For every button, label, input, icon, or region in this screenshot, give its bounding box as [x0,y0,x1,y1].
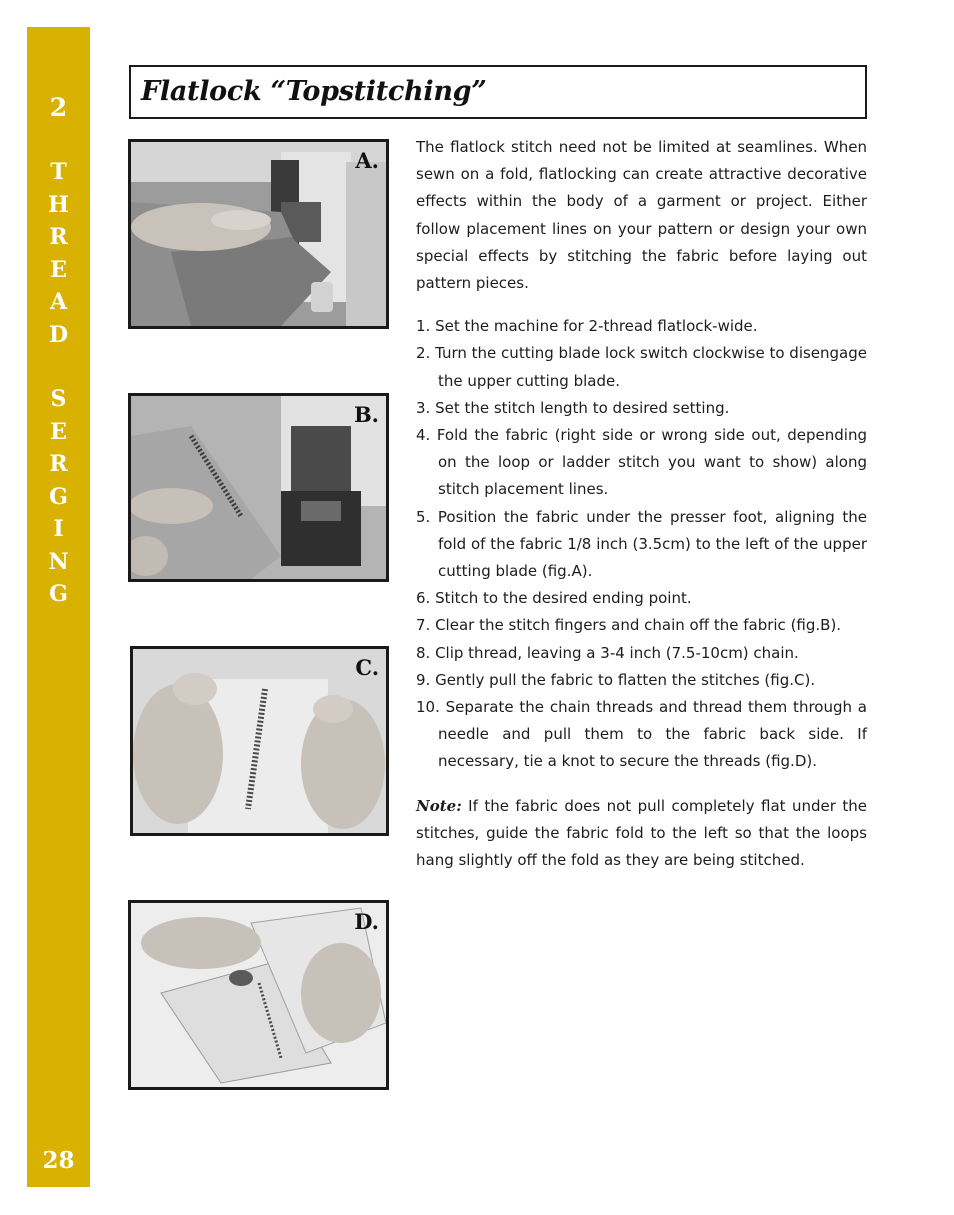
figure-label: B. [353,402,379,427]
threading-chain-illustration [131,903,386,1087]
chapter-letter: R [49,224,68,250]
chapter-sidebar [27,27,90,1187]
figure-c-photo [130,646,389,836]
step-item: 10. Separate the chain threads and thread them through a needle and pull them to the fabric back side. If necessary, tie a knot to secure the threads (fig.D). [416,698,867,771]
figure-a-photo [128,139,389,329]
step-item: 5. Position the fabric under the presser foot, aligning the fold of the fabric 1/8 inch (3.5cm) to the left of the upper cutting blade (fig.A). [416,507,867,581]
step-item: 8. Clip thread, leaving a 3-4 inch (7.5-10cm) chain. [416,643,799,662]
page-number: 28 [42,1147,75,1174]
steps-list [416,313,867,775]
chapter-letter: S [50,386,67,412]
chain-off-fabric-illustration [131,396,386,579]
instructions-column [416,134,867,874]
figure-label: A. [355,148,379,173]
chapter-letter: E [50,418,67,445]
figure-d-photo [128,900,389,1090]
step-item: 6. Stitch to the desired ending point. [416,589,692,608]
chapter-letter: R [49,451,68,477]
intro-paragraph: The flatlock stitch need not be limited at seamlines. When sewn on a fold, flatlocking can create attractive decorative effects within the body of a garment or project. Either follow placement lines on your pattern or design your own special effects by stitching the fabric before laying out pattern pieces. [416,138,867,293]
chapter-letter: A [49,289,68,315]
step-item: 1. Set the machine for 2-thread flatlock-wide. [416,317,758,336]
chapter-letter: G [49,581,68,607]
chapter-letter: T [50,159,67,185]
serger-feeding-fabric-illustration [131,142,386,326]
note-paragraph [416,793,867,875]
chapter-letter: D [48,321,69,348]
step-item: 3. Set the stitch length to desired setting. [416,398,730,417]
title-box [129,65,867,119]
chapter-number: 2 [49,93,68,122]
page-title: Flatlock “Topstitching” [141,76,487,107]
step-item: 9. Gently pull the fabric to flatten the stitches (fig.C). [416,670,816,689]
chapter-letter: N [48,548,69,575]
chapter-letter: H [48,191,69,218]
step-item: 2. Turn the cutting blade lock switch clockwise to disengage the upper cutting blade. [416,344,867,390]
figure-label: D. [354,909,379,934]
chapter-title-word-thread [27,156,90,351]
note-text: If the fabric does not pull completely flat under the stitches, guide the fabric fold to the left so that the loops hang slightly off the fold as they are being stitched. [416,796,867,870]
figure-b-photo [128,393,389,582]
step-item: 7. Clear the stitch fingers and chain off the fabric (fig.B). [416,616,842,635]
figure-label: C. [355,655,379,680]
chapter-title-word-serging [27,383,90,611]
note-label: Note: [416,796,462,815]
step-item: 4. Fold the fabric (right side or wrong side out, depending on the loop or ladder stitch you want to show) along stitch placement lines. [416,426,867,499]
chapter-letter: I [53,516,64,542]
chapter-letter: E [50,256,67,283]
pulling-fabric-flat-illustration [133,649,386,833]
chapter-letter: G [49,483,68,510]
